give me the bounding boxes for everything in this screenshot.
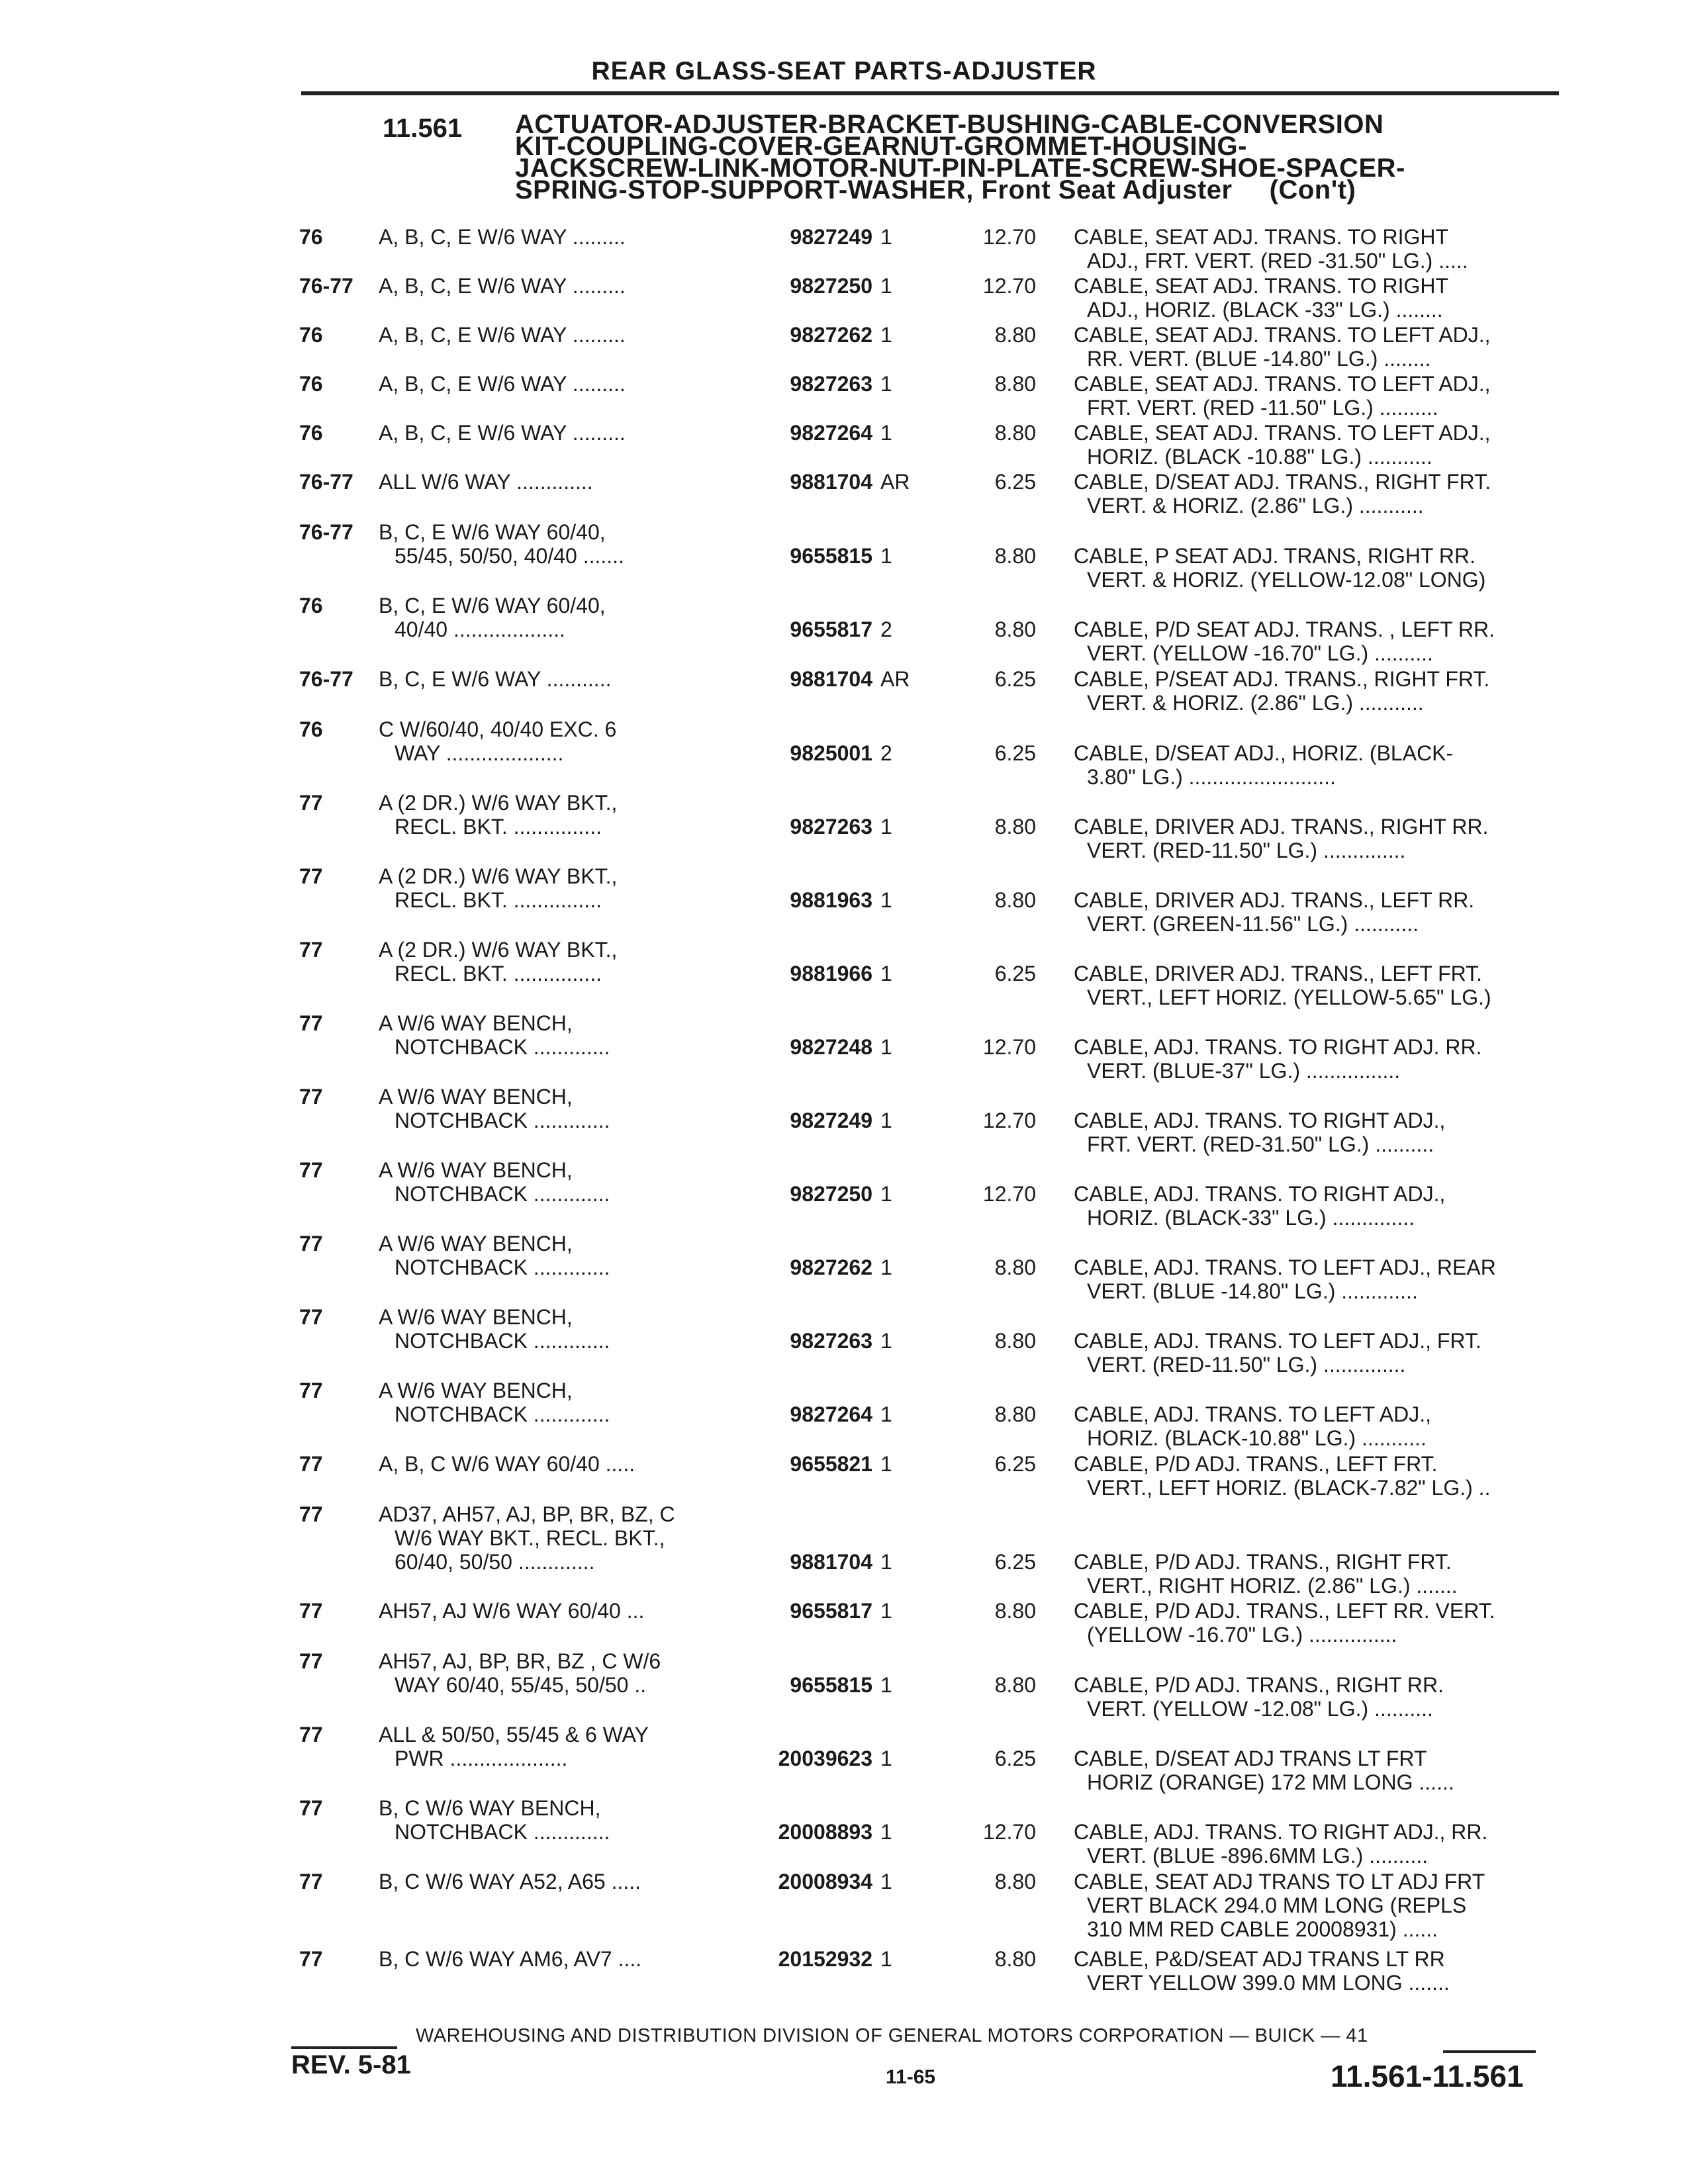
application-cont: W/6 WAY BKT., RECL. BKT., <box>395 1526 665 1550</box>
part-number: 20039623 <box>778 1747 872 1770</box>
part-number: 9655821 <box>790 1452 872 1476</box>
description: CABLE, D/SEAT ADJ TRANS LT FRT <box>1074 1747 1427 1770</box>
part-number: 9655815 <box>790 1673 872 1697</box>
model-year: 76 <box>299 323 323 347</box>
part-number: 9827248 <box>790 1035 872 1059</box>
price: 12.70 <box>982 1109 1036 1132</box>
application: AH57, AJ W/6 WAY 60/40 ... <box>379 1599 645 1623</box>
quantity: AR <box>880 667 910 691</box>
application: C W/60/40, 40/40 EXC. 6 <box>379 717 617 741</box>
application: A W/6 WAY BENCH, <box>379 1011 573 1035</box>
description-cont: VERT. & HORIZ. (2.86" LG.) ........... <box>1087 494 1424 518</box>
application-cont: WAY .................... <box>395 741 564 765</box>
model-year: 77 <box>299 1379 323 1402</box>
description: CABLE, SEAT ADJ. TRANS. TO RIGHT <box>1074 225 1449 249</box>
price: 8.80 <box>994 888 1036 912</box>
part-number: 9827263 <box>790 815 872 839</box>
application: B, C, E W/6 WAY 60/40, <box>379 594 606 617</box>
quantity: 1 <box>880 1255 892 1279</box>
description: CABLE, SEAT ADJ. TRANS. TO LEFT ADJ., <box>1074 323 1491 347</box>
description-cont: VERT., RIGHT HORIZ. (2.86" LG.) ....... <box>1087 1574 1458 1598</box>
description-cont: VERT. & HORIZ. (2.86" LG.) ........... <box>1087 691 1424 715</box>
price: 8.80 <box>994 1870 1036 1893</box>
model-year: 76-77 <box>299 274 353 298</box>
description-cont: VERT., LEFT HORIZ. (YELLOW-5.65" LG.) <box>1087 985 1491 1009</box>
application: A (2 DR.) W/6 WAY BKT., <box>379 791 618 815</box>
model-year: 77 <box>299 1723 323 1747</box>
description-cont: VERT. (BLUE -896.6MM LG.) .......... <box>1087 1844 1429 1868</box>
quantity: 1 <box>880 1673 892 1697</box>
description: CABLE, SEAT ADJ. TRANS. TO RIGHT <box>1074 274 1449 298</box>
description-cont: 310 MM RED CABLE 20008931) ...... <box>1087 1917 1438 1941</box>
part-number: 9827264 <box>790 1402 872 1426</box>
model-year: 77 <box>299 791 323 815</box>
section-title-line: JACKSCREW-LINK-MOTOR-NUT-PIN-PLATE-SCREW-SHOE-SPACER- <box>515 154 1405 183</box>
application-cont: 60/40, 50/50 ............. <box>395 1550 595 1574</box>
application-cont: NOTCHBACK ............. <box>395 1820 610 1844</box>
section-title-last: SPRING-STOP-SUPPORT-WASHER, Front Seat Adjuster <box>515 175 1233 205</box>
part-number: 9655815 <box>790 544 872 568</box>
description-cont: VERT. & HORIZ. (YELLOW-12.08" LONG) <box>1087 568 1486 592</box>
application: A W/6 WAY BENCH, <box>379 1158 573 1182</box>
application: B, C, E W/6 WAY 60/40, <box>379 520 606 544</box>
part-number: 9655817 <box>790 617 872 641</box>
application-cont: NOTCHBACK ............. <box>395 1035 610 1059</box>
quantity: 1 <box>880 1747 892 1770</box>
model-year: 76 <box>299 372 323 396</box>
model-year: 76-77 <box>299 667 353 691</box>
model-year: 77 <box>299 864 323 888</box>
quantity: 2 <box>880 617 892 641</box>
model-year: 77 <box>299 1796 323 1820</box>
model-year: 77 <box>299 1947 323 1971</box>
description: CABLE, ADJ. TRANS. TO RIGHT ADJ., <box>1074 1182 1446 1206</box>
description-cont: HORIZ. (BLACK-33" LG.) .............. <box>1087 1206 1415 1230</box>
quantity: 1 <box>880 1599 892 1623</box>
quantity: 1 <box>880 1870 892 1893</box>
quantity: 1 <box>880 225 892 249</box>
description-cont: VERT YELLOW 399.0 MM LONG ....... <box>1087 1971 1450 1995</box>
quantity: 1 <box>880 1402 892 1426</box>
quantity: 1 <box>880 372 892 396</box>
quantity: 1 <box>880 1947 892 1971</box>
part-number: 9827249 <box>790 225 872 249</box>
price: 6.25 <box>994 1747 1036 1770</box>
model-year: 77 <box>299 938 323 962</box>
description: CABLE, ADJ. TRANS. TO RIGHT ADJ. RR. <box>1074 1035 1482 1059</box>
application-cont: 40/40 ................... <box>395 617 565 641</box>
continued-label: (Con't) <box>1269 175 1356 205</box>
quantity: 1 <box>880 274 892 298</box>
quantity: 1 <box>880 1329 892 1353</box>
description: CABLE, D/SEAT ADJ., HORIZ. (BLACK- <box>1074 741 1454 765</box>
description: CABLE, ADJ. TRANS. TO LEFT ADJ., <box>1074 1402 1432 1426</box>
description-cont: 3.80" LG.) ......................... <box>1087 765 1336 789</box>
application: A W/6 WAY BENCH, <box>379 1305 573 1329</box>
model-year: 77 <box>299 1502 323 1526</box>
part-number: 9881704 <box>790 470 872 494</box>
part-number: 9827262 <box>790 1255 872 1279</box>
price: 8.80 <box>994 323 1036 347</box>
description-cont: VERT., LEFT HORIZ. (BLACK-7.82" LG.) .. <box>1087 1476 1491 1500</box>
application: AH57, AJ, BP, BR, BZ , C W/6 <box>379 1649 661 1673</box>
application: A, B, C, E W/6 WAY ......... <box>379 274 626 298</box>
description-cont: VERT. (YELLOW -12.08" LG.) .......... <box>1087 1697 1433 1721</box>
price: 8.80 <box>994 1329 1036 1353</box>
description-cont: VERT BLACK 294.0 MM LONG (REPLS <box>1087 1893 1467 1917</box>
part-number: 9881966 <box>790 962 872 985</box>
description: CABLE, SEAT ADJ TRANS TO LT ADJ FRT <box>1074 1870 1485 1893</box>
description: CABLE, P/D ADJ. TRANS., RIGHT RR. <box>1074 1673 1444 1697</box>
application: A, B, C W/6 WAY 60/40 ..... <box>379 1452 635 1476</box>
page-number: 11-65 <box>886 2066 936 2088</box>
price: 8.80 <box>994 372 1036 396</box>
application: B, C W/6 WAY A52, A65 ..... <box>379 1870 641 1893</box>
description: CABLE, D/SEAT ADJ. TRANS., RIGHT FRT. <box>1074 470 1491 494</box>
part-number: 9827262 <box>790 323 872 347</box>
model-year: 77 <box>299 1599 323 1623</box>
quantity: 1 <box>880 1550 892 1574</box>
application: A, B, C, E W/6 WAY ......... <box>379 323 626 347</box>
description-cont: VERT. (YELLOW -16.70" LG.) .......... <box>1087 641 1433 665</box>
application: B, C, E W/6 WAY ........... <box>379 667 612 691</box>
application-cont: WAY 60/40, 55/45, 50/50 .. <box>395 1673 647 1697</box>
section-title-line: ACTUATOR-ADJUSTER-BRACKET-BUSHING-CABLE-CONVERSION <box>515 110 1384 139</box>
page-header: REAR GLASS-SEAT PARTS-ADJUSTER <box>591 57 1097 85</box>
quantity: 1 <box>880 1035 892 1059</box>
description-cont: VERT. (RED-11.50" LG.) .............. <box>1087 1353 1406 1377</box>
application: A (2 DR.) W/6 WAY BKT., <box>379 864 618 888</box>
description-cont: VERT. (GREEN-11.56" LG.) ........... <box>1087 912 1419 936</box>
description-cont: HORIZ. (BLACK -10.88" LG.) ........... <box>1087 445 1432 469</box>
description: CABLE, P SEAT ADJ. TRANS, RIGHT RR. <box>1074 544 1476 568</box>
description-cont: VERT. (BLUE -14.80" LG.) ............. <box>1087 1279 1418 1303</box>
application-cont: RECL. BKT. ............... <box>395 962 602 985</box>
model-year: 77 <box>299 1158 323 1182</box>
part-number: 20008934 <box>778 1870 872 1893</box>
model-year: 77 <box>299 1452 323 1476</box>
application-cont: NOTCHBACK ............. <box>395 1255 610 1279</box>
price: 6.25 <box>994 470 1036 494</box>
application: B, C W/6 WAY AM6, AV7 .... <box>379 1947 642 1971</box>
description: CABLE, P/D ADJ. TRANS., LEFT RR. VERT. <box>1074 1599 1495 1623</box>
description: CABLE, ADJ. TRANS. TO RIGHT ADJ., RR. <box>1074 1820 1488 1844</box>
quantity: 1 <box>880 544 892 568</box>
price: 12.70 <box>982 1182 1036 1206</box>
quantity: 1 <box>880 1182 892 1206</box>
application-cont: RECL. BKT. ............... <box>395 888 602 912</box>
application: A, B, C, E W/6 WAY ......... <box>379 421 626 445</box>
footer-rule <box>291 2046 397 2049</box>
application: AD37, AH57, AJ, BP, BR, BZ, C <box>379 1502 675 1526</box>
model-year: 77 <box>299 1305 323 1329</box>
part-number: 9827250 <box>790 274 872 298</box>
application-cont: RECL. BKT. ............... <box>395 815 602 839</box>
description-cont: ADJ., HORIZ. (BLACK -33" LG.) ........ <box>1087 298 1443 322</box>
price: 8.80 <box>994 815 1036 839</box>
price: 8.80 <box>994 544 1036 568</box>
description: CABLE, P/D ADJ. TRANS., LEFT FRT. <box>1074 1452 1438 1476</box>
description-cont: (YELLOW -16.70" LG.) ............... <box>1087 1623 1397 1647</box>
price: 12.70 <box>982 1820 1036 1844</box>
description: CABLE, DRIVER ADJ. TRANS., LEFT FRT. <box>1074 962 1483 985</box>
description-cont: HORIZ (ORANGE) 172 MM LONG ...... <box>1087 1770 1454 1794</box>
part-number: 9827263 <box>790 1329 872 1353</box>
part-number: 20152932 <box>778 1947 872 1971</box>
model-year: 76 <box>299 594 323 617</box>
part-number: 9827264 <box>790 421 872 445</box>
description-cont: FRT. VERT. (RED-31.50" LG.) .......... <box>1087 1132 1434 1156</box>
price: 8.80 <box>994 617 1036 641</box>
application: B, C W/6 WAY BENCH, <box>379 1796 601 1820</box>
description: CABLE, SEAT ADJ. TRANS. TO LEFT ADJ., <box>1074 421 1491 445</box>
quantity: 1 <box>880 1452 892 1476</box>
description: CABLE, P/D ADJ. TRANS., RIGHT FRT. <box>1074 1550 1452 1574</box>
price: 8.80 <box>994 1673 1036 1697</box>
price: 6.25 <box>994 1550 1036 1574</box>
description-cont: HORIZ. (BLACK-10.88" LG.) ........... <box>1087 1426 1427 1450</box>
description: CABLE, P/D SEAT ADJ. TRANS. , LEFT RR. <box>1074 617 1495 641</box>
application: A W/6 WAY BENCH, <box>379 1232 573 1255</box>
price: 12.70 <box>982 274 1036 298</box>
description-cont: RR. VERT. (BLUE -14.80" LG.) ........ <box>1087 347 1431 371</box>
quantity: 1 <box>880 1820 892 1844</box>
part-number: 9881704 <box>790 1550 872 1574</box>
section-number: 11.561 <box>383 114 463 143</box>
description: CABLE, ADJ. TRANS. TO RIGHT ADJ., <box>1074 1109 1446 1132</box>
description-cont: ADJ., FRT. VERT. (RED -31.50" LG.) ..... <box>1087 249 1468 273</box>
description: CABLE, P&D/SEAT ADJ TRANS LT RR <box>1074 1947 1445 1971</box>
application: A, B, C, E W/6 WAY ......... <box>379 225 626 249</box>
price: 8.80 <box>994 1255 1036 1279</box>
revision-label: REV. 5-81 <box>291 2050 411 2079</box>
application-cont: NOTCHBACK ............. <box>395 1329 610 1353</box>
footer-division: WAREHOUSING AND DISTRIBUTION DIVISION OF GENERAL MOTORS CORPORATION — BUICK — 41 <box>416 2025 1368 2046</box>
description: CABLE, ADJ. TRANS. TO LEFT ADJ., REAR <box>1074 1255 1496 1279</box>
description: CABLE, SEAT ADJ. TRANS. TO LEFT ADJ., <box>1074 372 1491 396</box>
application-cont: PWR .................... <box>395 1747 568 1770</box>
part-number: 9827249 <box>790 1109 872 1132</box>
description: CABLE, ADJ. TRANS. TO LEFT ADJ., FRT. <box>1074 1329 1481 1353</box>
model-year: 77 <box>299 1011 323 1035</box>
application-cont: NOTCHBACK ............. <box>395 1182 610 1206</box>
part-number: 9827263 <box>790 372 872 396</box>
price: 12.70 <box>982 225 1036 249</box>
model-year: 77 <box>299 1649 323 1673</box>
price: 12.70 <box>982 1035 1036 1059</box>
part-number: 9881704 <box>790 667 872 691</box>
price: 8.80 <box>994 421 1036 445</box>
description-cont: VERT. (RED-11.50" LG.) .............. <box>1087 839 1406 862</box>
price: 8.80 <box>994 1599 1036 1623</box>
quantity: 1 <box>880 323 892 347</box>
footer-rule <box>1443 2050 1536 2053</box>
description-cont: VERT. (BLUE-37" LG.) ................ <box>1087 1059 1401 1083</box>
application-cont: 55/45, 50/50, 40/40 ....... <box>395 544 624 568</box>
model-year: 76 <box>299 421 323 445</box>
application-cont: NOTCHBACK ............. <box>395 1109 610 1132</box>
description-cont: FRT. VERT. (RED -11.50" LG.) .......... <box>1087 396 1438 420</box>
price: 6.25 <box>994 741 1036 765</box>
application: ALL W/6 WAY ............. <box>379 470 593 494</box>
description: CABLE, P/SEAT ADJ. TRANS., RIGHT FRT. <box>1074 667 1490 691</box>
price: 8.80 <box>994 1947 1036 1971</box>
application: A (2 DR.) W/6 WAY BKT., <box>379 938 618 962</box>
model-year: 76 <box>299 717 323 741</box>
model-year: 76 <box>299 225 323 249</box>
description: CABLE, DRIVER ADJ. TRANS., RIGHT RR. <box>1074 815 1489 839</box>
part-number: 9655817 <box>790 1599 872 1623</box>
model-year: 77 <box>299 1870 323 1893</box>
application: A W/6 WAY BENCH, <box>379 1085 573 1109</box>
application: A W/6 WAY BENCH, <box>379 1379 573 1402</box>
price: 6.25 <box>994 1452 1036 1476</box>
section-title-line: KIT-COUPLING-COVER-GEARNUT-GROMMET-HOUSING- <box>515 132 1247 161</box>
model-year: 77 <box>299 1232 323 1255</box>
price: 8.80 <box>994 1402 1036 1426</box>
model-year: 76-77 <box>299 470 353 494</box>
section-range: 11.561-11.561 <box>1331 2059 1524 2093</box>
application: ALL & 50/50, 55/45 & 6 WAY <box>379 1723 649 1747</box>
application: A, B, C, E W/6 WAY ......... <box>379 372 626 396</box>
quantity: 1 <box>880 421 892 445</box>
price: 6.25 <box>994 667 1036 691</box>
quantity: 1 <box>880 962 892 985</box>
description: CABLE, DRIVER ADJ. TRANS., LEFT RR. <box>1074 888 1475 912</box>
quantity: 1 <box>880 1109 892 1132</box>
quantity: 1 <box>880 888 892 912</box>
quantity: 2 <box>880 741 892 765</box>
model-year: 77 <box>299 1085 323 1109</box>
quantity: AR <box>880 470 910 494</box>
part-number: 9827250 <box>790 1182 872 1206</box>
price: 6.25 <box>994 962 1036 985</box>
application-cont: NOTCHBACK ............. <box>395 1402 610 1426</box>
part-number: 9881963 <box>790 888 872 912</box>
part-number: 9825001 <box>790 741 872 765</box>
model-year: 76-77 <box>299 520 353 544</box>
part-number: 20008893 <box>778 1820 872 1844</box>
quantity: 1 <box>880 815 892 839</box>
